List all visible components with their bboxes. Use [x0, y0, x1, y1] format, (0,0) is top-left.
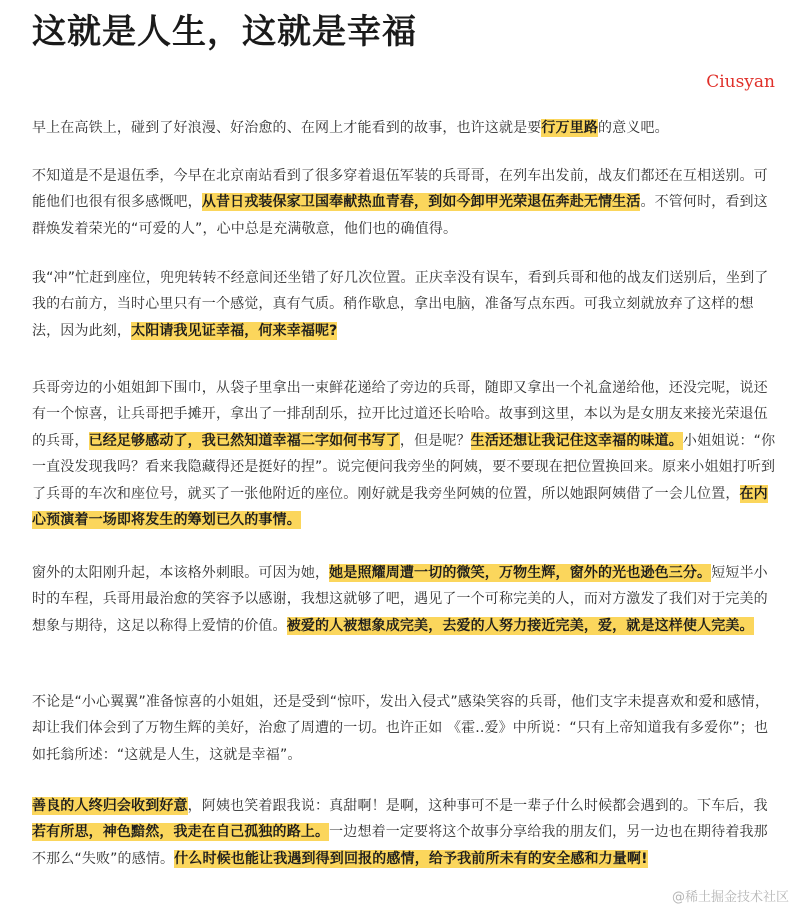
body-text: ，阿姨也笑着跟我说：真甜啊！是啊，这种事可不是一辈子什么时候都会遇到的。下车后，我 [187, 798, 768, 814]
body-text: 不论是“小心翼翼”准备惊喜的小姐姐，还是受到“惊吓，发出入侵式”感染笑容的兵哥，他们支字未提喜欢和爱和感情，却让我们体会到了万物生辉的美好，治愈了周遭的一切。也许正如 《霍..爱》中所说：“只有上帝知道我有多爱你”；也如托翁所述：“这就是人生，这就是幸福”。 [32, 694, 770, 763]
highlighted-text: 已经足够感动了，我已然知道幸福二字如何书写了 [88, 432, 400, 449]
highlighted-text: 她是照耀周遭一切的微笑，万物生辉，窗外的光也逊色三分。 [329, 565, 712, 581]
body-text: 早上在高铁上，碰到了好浪漫、好治愈的、在网上才能看到的故事，也许这就是要 [32, 120, 542, 136]
body-text: 窗外的太阳刚升起，本该格外刺眼。可因为她， [32, 565, 330, 581]
body-text: 。不管何时，看到这群焕发着荣光的“可爱的人”，心中总是充满敬意，他们也的确值得。 [32, 194, 768, 237]
body-text: 我“冲”忙赶到座位，兜兜转转不经意间还坐错了好几次位置。正庆幸没有误车，看到兵哥和他的战友们送别后，坐到了我的右前方，当时心里只有一个感觉，真有气质。稍作歇息，拿出电脑，准备写点东西。可我立刻就放弃了这样的想法，因为此刻， [32, 270, 769, 339]
paragraph-1 [32, 115, 776, 141]
highlighted-text: 在内心预演着一场即将发生的筹划已久的事情。 [32, 485, 768, 529]
highlighted-text: 太阳请我见证幸福，何来幸福呢? [131, 322, 338, 339]
paragraph-6 [32, 689, 776, 768]
body-text: 小姐姐说：“你一直没发现我吗？看来我隐藏得还是挺好的捏”。说完便问我旁坐的阿姨，要不要现在把位置换回来。原来小姐姐打听到了兵哥的车次和座位号，就买了一张他附近的座位。刚好就是我旁坐阿姨的位置，所以她跟阿姨借了一会儿位置， [32, 432, 776, 502]
paragraph-3 [32, 265, 776, 344]
paragraph-4 [32, 375, 776, 533]
highlighted-text: 善良的人终归会收到好意 [32, 798, 188, 814]
highlighted-text: 若有所思，神色黯然，我走在自己孤独的路上。 [32, 824, 330, 841]
body-text: 的意义吧。 [598, 120, 669, 136]
highlighted-text: 从昔日戎装保家卫国奉献热血青春，到如今卸甲光荣退伍奔赴无情生活 [201, 194, 641, 211]
paragraph-5 [32, 560, 776, 639]
article-title: 这就是人生，这就是幸福 [32, 12, 417, 52]
highlighted-text: 被爱的人被想象成完美，去爱的人努力接近完美，爱，就是这样使人完美。 [286, 617, 754, 634]
highlighted-text: 什么时候也能让我遇到得到回报的感情，给予我前所未有的安全感和力量啊! [174, 850, 648, 867]
body-text: 不知道是不是退伍季，今早在北京南站看到了很多穿着退伍军装的兵哥哥，在列车出发前，战友们都还在互相送别。可能他们也很有很多感慨吧， [32, 168, 768, 211]
highlighted-text: 行万里路 [541, 120, 599, 136]
watermark-text: @稀土掘金技术社区 [671, 890, 789, 905]
paragraph-2 [32, 163, 776, 242]
highlighted-text: 生活还想让我记住这幸福的味道。 [470, 432, 683, 449]
author-name[interactable]: Ciusyan [706, 72, 775, 92]
body-text: 短短半小时的车程，兵哥用最治愈的笑容予以感谢，我想这就够了吧，遇见了一个可称完美的人，而对方激发了我们对于完美的想象与期待，这足以称得上爱情的价值。 [32, 565, 768, 634]
body-text: 兵哥旁边的小姐姐卸下围巾，从袋子里拿出一束鲜花递给了旁边的兵哥，随即又拿出一个礼盒递给他，还没完呢，说还有一个惊喜，让兵哥把手摊开，拿出了一排刮刮乐，拉开比过道还长哈哈。故事到这里，本以为是女朋友来接光荣退伍的兵哥， [32, 380, 768, 449]
paragraph-7 [32, 793, 776, 872]
body-text: ，但是呢？ [399, 432, 471, 449]
body-text: 一边想着一定要将这个故事分享给我的朋友们，另一边也在期待着我那不那么“失败”的感情。 [32, 824, 768, 867]
